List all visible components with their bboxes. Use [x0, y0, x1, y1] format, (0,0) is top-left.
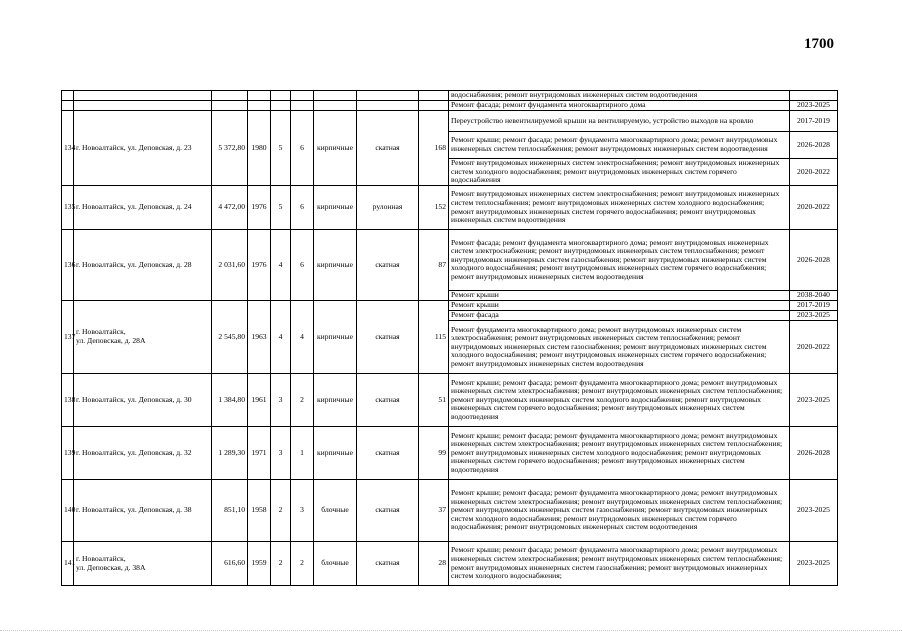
entrances: 2 — [291, 374, 314, 427]
address: г. Новоалтайск, ул. Деповская, д. 24 — [74, 186, 212, 230]
floors: 3 — [271, 427, 291, 480]
area: 5 372,80 — [212, 111, 248, 186]
apartments: 37 — [419, 480, 449, 542]
roof-type: рулонная — [357, 186, 419, 230]
years-cell: 2023-2025 — [790, 101, 838, 111]
build-year: 1961 — [248, 374, 271, 427]
wall-material: кирпичные — [314, 427, 357, 480]
work-cell: Ремонт крыши; ремонт фасада; ремонт фундамента многоквартирного дома; ремонт внутридомовых инженерных систем электроснабжения; ремонт внутридомовых инженерных систем теплоснабжения; ремонт внутридомовых инженерных систем холодного водоснабжения; ремонт внутридомовых инженерных систем горячего водоснабжения; ремонт внутридомовых инженерных систем водоотведения — [449, 374, 790, 427]
area: 1 289,30 — [212, 427, 248, 480]
table-row — [62, 427, 838, 480]
years-cell: 2023-2025 — [790, 311, 838, 321]
entrances: 6 — [291, 186, 314, 230]
work-cell: водоснабжения; ремонт внутридомовых инженерных систем водоотведения — [449, 91, 790, 101]
wall-material: блочные — [314, 542, 357, 586]
row-number: 137 — [62, 301, 74, 374]
years-cell: 2038-2040 — [790, 291, 838, 301]
area: 851,10 — [212, 480, 248, 542]
address: г. Новоалтайск, ул. Деповская, д. 28 — [74, 230, 212, 301]
table-row — [62, 111, 838, 132]
build-year: 1958 — [248, 480, 271, 542]
entrances: 6 — [291, 111, 314, 186]
floors: 5 — [271, 186, 291, 230]
years-cell: 2023-2025 — [790, 480, 838, 542]
years-cell: 2017-2019 — [790, 301, 838, 311]
roof-type: скатная — [357, 427, 419, 480]
address — [74, 542, 212, 586]
wall-material: кирпичные — [314, 301, 357, 374]
years-cell: 2023-2025 — [790, 374, 838, 427]
wall-material: кирпичные — [314, 230, 357, 301]
apartments: 28 — [419, 542, 449, 586]
apartments: 99 — [419, 427, 449, 480]
years-cell: 2023-2025 — [790, 542, 838, 586]
apartments: 152 — [419, 186, 449, 230]
roof-type: скатная — [357, 111, 419, 186]
work-cell: Переустройство невентилируемой крыши на вентилируемую, устройство выходов на кровлю — [449, 111, 790, 132]
area: 1 384,80 — [212, 374, 248, 427]
entrances: 1 — [291, 427, 314, 480]
address: г. Новоалтайск, ул. Деповская, д. 38 — [74, 480, 212, 542]
area: 4 472,00 — [212, 186, 248, 230]
work-cell: Ремонт крыши — [449, 291, 790, 301]
years-cell: 2026-2028 — [790, 230, 838, 291]
build-year: 1976 — [248, 186, 271, 230]
work-cell: Ремонт крыши — [449, 301, 790, 311]
roof-type: скатная — [357, 480, 419, 542]
wall-material: кирпичные — [314, 111, 357, 186]
apartments: 51 — [419, 374, 449, 427]
page-number: 1700 — [804, 36, 834, 52]
row-number: 136 — [62, 230, 74, 301]
work-cell: Ремонт крыши; ремонт фасада; ремонт фундамента многоквартирного дома; ремонт внутридомовых инженерных систем теплоснабжения; ремонт внутридомовых инженерных систем водоотведения — [449, 132, 790, 159]
years-cell — [790, 91, 838, 101]
work-cell: Ремонт фасада; ремонт фундамента многоквартирного дома; ремонт внутридомовых инженерных систем электроснабжения; ремонт внутридомовых инженерных систем теплоснабжения; ремонт внутридомовых инженерных систем газоснабжения; ремонт внутридомовых инженерных систем холодного водоснабжения; ремонт внутридомовых инженерных систем горячего водоснабжения; ремонт внутридомовых инженерных систем водоотведения — [449, 230, 790, 291]
apartments: 87 — [419, 230, 449, 301]
work-cell: Ремонт крыши; ремонт фасада; ремонт фундамента многоквартирного дома; ремонт внутридомовых инженерных систем электроснабжения; ремонт внутридомовых инженерных систем теплоснабжения; ремонт внутридомовых инженерных систем холодного водоснабжения; ремонт внутридомовых инженерных систем горячего водоснабжения; ремонт внутридомовых инженерных систем водоотведения — [449, 427, 790, 480]
table-row — [62, 542, 838, 586]
address: г. Новоалтайск, ул. Деповская, д. 32 — [74, 427, 212, 480]
area: 2 545,80 — [212, 301, 248, 374]
entrances: 2 — [291, 542, 314, 586]
row-number: 138 — [62, 374, 74, 427]
build-year: 1959 — [248, 542, 271, 586]
floors: 2 — [271, 480, 291, 542]
wall-material: блочные — [314, 480, 357, 542]
address: г. Новоалтайск, ул. Деповская, д. 30 — [74, 374, 212, 427]
table-row — [62, 374, 838, 427]
work-cell: Ремонт фасада — [449, 311, 790, 321]
roof-type: скатная — [357, 374, 419, 427]
table-row — [62, 480, 838, 542]
build-year: 1976 — [248, 230, 271, 301]
years-cell: 2026-2028 — [790, 132, 838, 159]
floors: 2 — [271, 542, 291, 586]
table-row — [62, 230, 838, 291]
address-line-2: ул. Деповская, д. 38А — [76, 562, 146, 572]
work-cell: Ремонт крыши; ремонт фасада; ремонт фундамента многоквартирного дома; ремонт внутридомовых инженерных систем электроснабжения; ремонт внутридомовых инженерных систем теплоснабжения; ремонт внутридомовых инженерных систем газоснабжения; ремонт внутридомовых инженерных систем холодного водоснабжения; — [449, 542, 790, 586]
address — [74, 301, 212, 374]
floors: 4 — [271, 230, 291, 301]
roof-type: скатная — [357, 230, 419, 301]
table-row — [62, 186, 838, 230]
area: 2 031,60 — [212, 230, 248, 301]
years-cell: 2017-2019 — [790, 111, 838, 132]
work-cell: Ремонт фасада; ремонт фундамента многоквартирного дома — [449, 101, 790, 111]
apartments: 115 — [419, 301, 449, 374]
scan-edge — [0, 630, 902, 633]
floors: 4 — [271, 301, 291, 374]
table-row — [62, 301, 838, 311]
row-number: 139 — [62, 427, 74, 480]
entrances: 4 — [291, 301, 314, 374]
build-year: 1971 — [248, 427, 271, 480]
work-cell: Ремонт внутридомовых инженерных систем электроснабжения; ремонт внутридомовых инженерных систем теплоснабжения; ремонт внутридомовых инженерных систем холодного водоснабжения; ремонт внутридомовых инженерных систем горячего водоснабжения; ремонт внутридомовых инженерных систем водоотведения — [449, 186, 790, 230]
apartments: 168 — [419, 111, 449, 186]
address: г. Новоалтайск, ул. Деповская, д. 23 — [74, 111, 212, 186]
work-cell: Ремонт внутридомовых инженерных систем электроснабжения; ремонт внутридомовых инженерных систем холодного водоснабжения; ремонт внутридомовых инженерных систем горячего водоснабжения — [449, 159, 790, 186]
years-cell: 2020-2022 — [790, 186, 838, 230]
table-row — [62, 91, 838, 101]
row-number: 135 — [62, 186, 74, 230]
years-cell: 2020-2022 — [790, 321, 838, 374]
row-number: 134 — [62, 111, 74, 186]
entrances: 3 — [291, 480, 314, 542]
table-body — [62, 91, 838, 586]
wall-material: кирпичные — [314, 374, 357, 427]
floors: 5 — [271, 111, 291, 186]
roof-type: скатная — [357, 301, 419, 374]
build-year: 1963 — [248, 301, 271, 374]
address-line-1: г. Новоалтайск, — [76, 553, 126, 563]
row-number: 141 — [62, 542, 74, 586]
wall-material: кирпичные — [314, 186, 357, 230]
roof-type: скатная — [357, 542, 419, 586]
table-row — [62, 101, 838, 111]
years-cell: 2026-2028 — [790, 427, 838, 480]
floors: 3 — [271, 374, 291, 427]
area: 616,60 — [212, 542, 248, 586]
work-cell: Ремонт фундамента многоквартирного дома; ремонт внутридомовых инженерных систем электроснабжения; ремонт внутридомовых инженерных систем теплоснабжения; ремонт внутридомовых инженерных систем газоснабжения; ремонт внутридомовых инженерных систем холодного водоснабжения; ремонт внутридомовых инженерных систем горячего водоснабжения; ремонт внутридомовых инженерных систем водоотведения — [449, 321, 790, 374]
address-line-2: ул. Деповская, д. 28А — [76, 336, 146, 345]
buildings-table — [61, 90, 838, 586]
years-cell: 2020-2022 — [790, 159, 838, 186]
row-number: 140 — [62, 480, 74, 542]
build-year: 1980 — [248, 111, 271, 186]
work-cell: Ремонт крыши; ремонт фасада; ремонт фундамента многоквартирного дома; ремонт внутридомовых инженерных систем электроснабжения; ремонт внутридомовых инженерных систем теплоснабжения; ремонт внутридомовых инженерных систем газоснабжения; ремонт внутридомовых инженерных систем холодного водоснабжения; ремонт внутридомовых инженерных систем горячего водоснабжения; ремонт внутридомовых инженерных систем водоотведения — [449, 480, 790, 542]
address-line-1: г. Новоалтайск, — [76, 327, 126, 337]
entrances: 6 — [291, 230, 314, 301]
